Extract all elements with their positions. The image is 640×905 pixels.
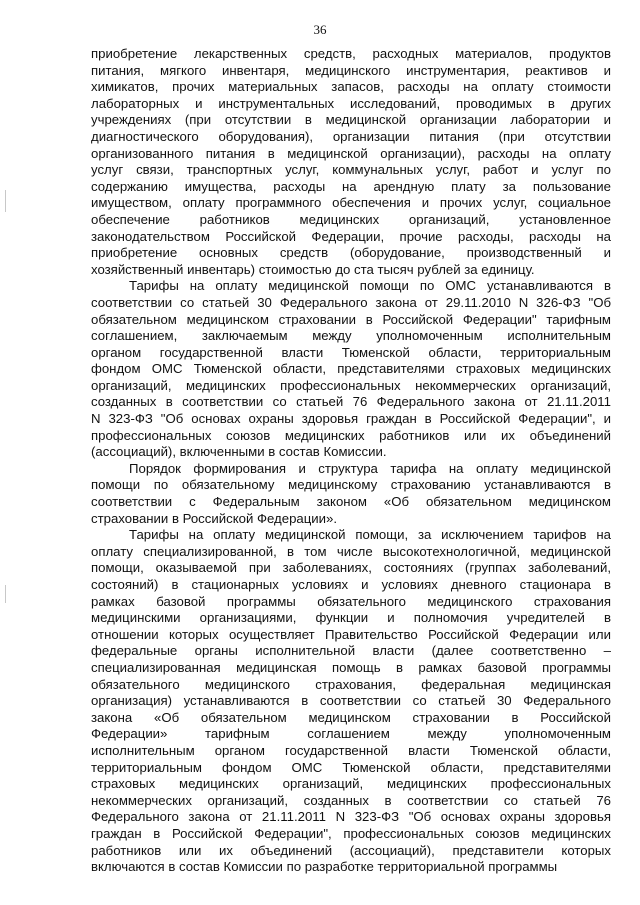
text-line: имуществом, оплату программного обеспечения и прочих услуг, социальное (91, 195, 611, 211)
text-line: фондом ОМС Тюменской области, представителями страховых медицинских (91, 361, 611, 377)
text-line: Тарифы на оплату медицинской помощи, за исключением тарифов на (129, 527, 611, 543)
text-line: обязательном медицинском страховании в Российской Федерации" тарифным (91, 311, 611, 327)
text-line: питания, мягкого инвентаря, медицинского инструментария, реактивов и (91, 62, 611, 78)
text-line: работников или их объединений (ассоциаций), представители которых (91, 842, 611, 858)
text-line: организованного питания в медицинской организации), расходы на оплату (91, 145, 611, 161)
text-line: услуг связи, транспортных услуг, коммунальных услуг, работ и услуг по (91, 162, 611, 178)
text-line: Тарифы на оплату медицинской помощи по ОМС устанавливаются в (129, 278, 611, 294)
text-line: закона «Об обязательном медицинском страховании в Российской (91, 709, 611, 725)
text-line: включаются в состав Комиссии по разработке территориальной программы (91, 859, 558, 875)
text-line: федеральные органы исполнительной власти (далее соответственно – (91, 643, 611, 659)
text-line: помощи, оказываемой при заболеваниях, состояниях (группах заболеваний, (91, 560, 611, 576)
text-line: химикатов, прочих материальных запасов, расходы на оплату стоимости (91, 79, 611, 95)
text-line: отношении которых осуществляет Правительство Российской Федерации или (91, 626, 611, 642)
text-line: исполнительным органом государственной власти Тюменской области, (91, 742, 611, 758)
text-line: соответствии со статьей 30 Федерального закона от 29.11.2010 N 326-ФЗ "Об (91, 294, 611, 310)
text-line: обязательного медицинского страхования, федеральная медицинская (91, 676, 611, 692)
text-line: страховых медицинских организаций, медицинских профессиональных (91, 776, 611, 792)
text-line: территориальным фондом ОМС Тюменской области, представителями (91, 759, 611, 775)
text-line: Порядок формирования и структура тарифа на оплату медицинской (129, 460, 611, 476)
paragraph (91, 461, 611, 527)
body-text (91, 46, 611, 876)
text-line: профессиональных союзов медицинских работников или их объединений (91, 427, 611, 443)
text-line: лабораторных и инструментальных исследований, проводимых в других (91, 95, 611, 111)
text-line: Федерации» тарифным соглашением между уполномоченным (91, 726, 611, 742)
text-line: соответствии с Федеральным законом «Об обязательном медицинском (91, 494, 611, 510)
text-line: учреждениях (при отсутствии в медицинской организации лаборатории и (91, 112, 611, 128)
text-line: Федерального закона от 21.11.2011 N 323-ФЗ "Об основах охраны здоровья (91, 809, 611, 825)
text-line: приобретение лекарственных средств, расходных материалов, продуктов (91, 46, 611, 61)
text-line: созданных в соответствии со статьей 76 Федерального закона от 21.11.2011 (91, 394, 611, 410)
text-line: соглашением, заключаемым между уполномоченным исполнительным (91, 328, 611, 344)
text-line: диагностического оборудования), организации питания (при отсутствии (91, 128, 611, 144)
page-number: 36 (313, 22, 327, 37)
paragraph (91, 46, 611, 278)
text-line: некоммерческих организаций, созданных в соответствии со статьей 76 (91, 792, 611, 808)
text-line: обеспечение работников медицинских организаций, установленное (91, 211, 611, 227)
text-line: рамках базовой программы обязательного медицинского страхования (91, 593, 611, 609)
text-line: хозяйственный инвентарь) стоимостью до ста тысяч рублей за единицу. (91, 261, 535, 277)
scan-edge-mark (5, 585, 6, 603)
paragraph (91, 527, 611, 875)
text-line: (ассоциаций), включенными в состав Комиссии. (91, 444, 387, 460)
text-line: содержанию имущества, расходы на арендную плату за пользование (91, 178, 611, 194)
text-line: помощи по обязательному медицинскому страхованию устанавливаются в (91, 477, 611, 493)
text-line: состояний) в стационарных условиях и условиях дневного стационара в (91, 577, 611, 592)
text-line: органом государственной власти Тюменской области, территориальным (91, 344, 611, 360)
text-line: организаций, медицинских профессиональных некоммерческих организаций, (91, 377, 611, 393)
text-line: граждан в Российской Федерации", профессиональных союзов медицинских (91, 825, 611, 841)
paragraph (91, 278, 611, 461)
text-line: оплату специализированной, в том числе высокотехнологичной, медицинской (91, 543, 611, 559)
text-line: законодательством Российской Федерации, прочие расходы, расходы на (91, 228, 611, 244)
text-line: N 323-ФЗ "Об основах охраны здоровья граждан в Российской Федерации", и (91, 411, 611, 427)
text-line: специализированная медицинская помощь в рамках базовой программы (91, 659, 611, 675)
scan-edge-mark (5, 190, 6, 212)
text-line: приобретение основных средств (оборудование, производственный и (91, 245, 611, 261)
text-line: страховании в Российской Федерации». (91, 510, 338, 526)
text-line: организация) устанавливаются в соответствии со статьей 30 Федерального (91, 693, 611, 709)
text-line: медицинскими организациями, функции и полномочия учредителей в (91, 610, 611, 626)
